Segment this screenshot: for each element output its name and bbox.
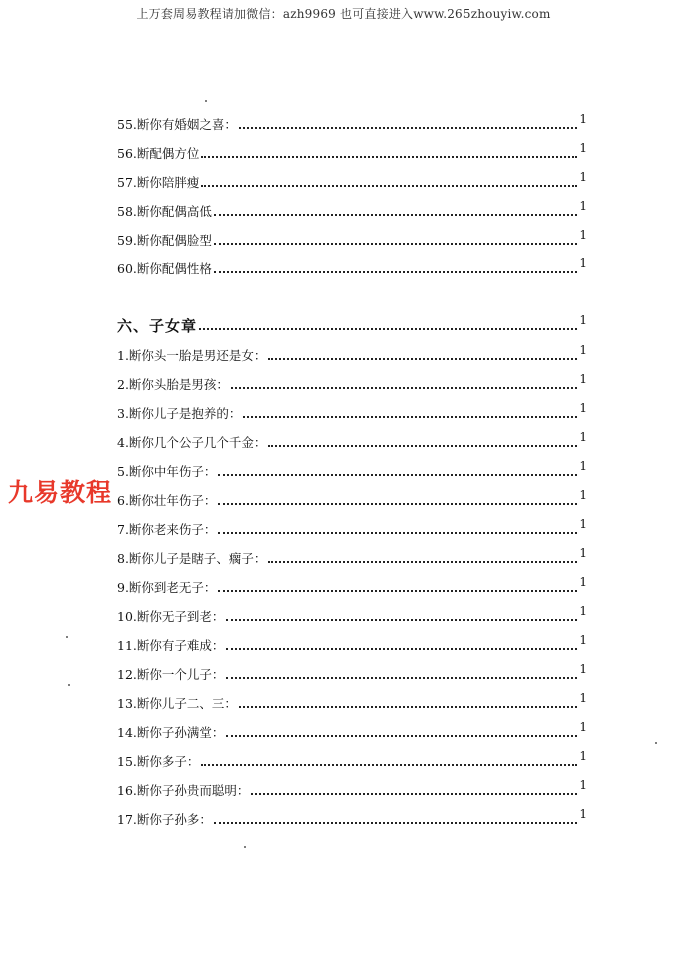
dot-leader	[214, 243, 577, 245]
toc-entry-label: 56.断配偶方位	[117, 146, 200, 161]
toc-entry-page: 1	[579, 228, 587, 242]
toc-entry	[117, 605, 587, 625]
toc-entry-page: 1	[579, 720, 587, 734]
dot-leader	[214, 822, 577, 824]
toc-entry-page: 1	[579, 199, 587, 213]
dot-leader	[239, 127, 577, 129]
toc-entry-page: 1	[579, 517, 587, 531]
dot-leader	[226, 619, 577, 621]
toc-entry	[117, 634, 587, 654]
toc-entry-page: 1	[579, 256, 587, 270]
toc-entry-page: 1	[579, 343, 587, 357]
toc-entry-label: 55.断你有婚姻之喜：	[117, 117, 237, 132]
toc-entry-page: 1	[579, 807, 587, 821]
dot-leader	[226, 735, 577, 737]
toc-entry-label: 6.断你壮年伤子：	[117, 493, 217, 508]
dot-leader	[218, 503, 577, 505]
dot-leader	[214, 271, 577, 273]
toc-entry-page: 1	[579, 546, 587, 560]
scan-speck	[655, 742, 657, 744]
toc-entry-label: 60.断你配偶性格	[117, 261, 212, 276]
toc-entry-label: 17.断你子孙多：	[117, 812, 212, 827]
toc-entry	[117, 518, 587, 538]
toc-entry-label: 2.断你头胎是男孩：	[117, 377, 229, 392]
toc-entry	[117, 171, 587, 191]
dot-leader	[251, 793, 577, 795]
toc-entry-page: 1	[579, 604, 587, 618]
toc-entry	[117, 402, 587, 422]
toc-entry	[117, 460, 587, 480]
dot-leader	[268, 358, 577, 360]
toc-entry-label: 9.断你到老无子：	[117, 580, 217, 595]
dot-leader	[231, 387, 577, 389]
scan-speck	[68, 684, 70, 686]
toc-entry-page: 1	[579, 141, 587, 155]
toc-entry	[117, 576, 587, 596]
toc-entry-label: 4.断你几个公子几个千金：	[117, 435, 267, 450]
toc-entry	[117, 431, 587, 451]
toc-entry-page: 1	[579, 633, 587, 647]
dot-leader	[218, 590, 577, 592]
section-heading-label: 六、子女章	[117, 317, 198, 335]
section-heading	[117, 314, 587, 334]
toc-entry	[117, 113, 587, 133]
toc-entry-page: 1	[579, 372, 587, 386]
dot-leader	[201, 764, 577, 766]
toc-entry-label: 12.断你一个儿子：	[117, 667, 225, 682]
toc-entry-label: 15.断你多子：	[117, 754, 200, 769]
toc-entry	[117, 808, 587, 828]
toc-entry-page: 1	[579, 430, 587, 444]
toc-entry-page: 1	[579, 170, 587, 184]
dot-leader	[268, 445, 577, 447]
toc-entry-label: 8.断你儿子是瞎子、瘸子：	[117, 551, 267, 566]
toc-entry-label: 1.断你头一胎是男还是女：	[117, 348, 267, 363]
toc-entry-label: 57.断你陪胖瘦	[117, 175, 200, 190]
toc-entry-label: 16.断你子孙贵而聪明：	[117, 783, 250, 798]
toc-entry-page: 1	[579, 459, 587, 473]
section-heading-page: 1	[579, 313, 587, 327]
dot-leader	[218, 532, 577, 534]
toc-entry-page: 1	[579, 112, 587, 126]
dot-leader	[243, 416, 577, 418]
scan-speck	[205, 100, 207, 102]
toc-entry	[117, 373, 587, 393]
toc-entry-page: 1	[579, 401, 587, 415]
toc-entry-page: 1	[579, 662, 587, 676]
toc-entry-page: 1	[579, 749, 587, 763]
toc-entry-label: 59.断你配偶脸型	[117, 233, 212, 248]
toc-entry-label: 58.断你配偶高低	[117, 204, 212, 219]
toc-entry-label: 10.断你无子到老：	[117, 609, 225, 624]
dot-leader	[201, 156, 577, 158]
watermark-logo: 九易教程	[8, 478, 113, 507]
dot-leader	[226, 648, 577, 650]
scan-speck	[66, 636, 68, 638]
toc-entry	[117, 489, 587, 509]
toc-entry-label: 13.断你儿子二、三：	[117, 696, 237, 711]
dot-leader	[226, 677, 577, 679]
dot-leader	[268, 561, 577, 563]
toc-entry	[117, 692, 587, 712]
toc-entry-label: 11.断你有子难成：	[117, 638, 225, 653]
header-note: 上万套周易教程请加微信：azh9969 也可直接进入www.265zhouyiw.com	[136, 7, 551, 21]
toc-entry	[117, 750, 587, 770]
toc-entry-label: 5.断你中年伤子：	[117, 464, 217, 479]
toc-entry	[117, 779, 587, 799]
dot-leader	[201, 185, 577, 187]
toc-entry	[117, 721, 587, 741]
toc-entry	[117, 142, 587, 162]
toc-entry-page: 1	[579, 575, 587, 589]
dot-leader	[199, 328, 577, 330]
dot-leader	[239, 706, 577, 708]
toc-entry-label: 3.断你儿子是抱养的：	[117, 406, 242, 421]
scan-speck	[244, 846, 246, 848]
toc-entry-label: 7.断你老来伤子：	[117, 522, 217, 537]
toc-entry	[117, 663, 587, 683]
dot-leader	[218, 474, 577, 476]
toc-entry	[117, 257, 587, 277]
toc-entry-page: 1	[579, 778, 587, 792]
toc-entry-label: 14.断你子孙满堂：	[117, 725, 225, 740]
toc-entry	[117, 344, 587, 364]
toc-entry	[117, 200, 587, 220]
toc-entry-page: 1	[579, 691, 587, 705]
toc-entry	[117, 229, 587, 249]
toc-entry	[117, 547, 587, 567]
toc-entry-page: 1	[579, 488, 587, 502]
dot-leader	[214, 214, 577, 216]
